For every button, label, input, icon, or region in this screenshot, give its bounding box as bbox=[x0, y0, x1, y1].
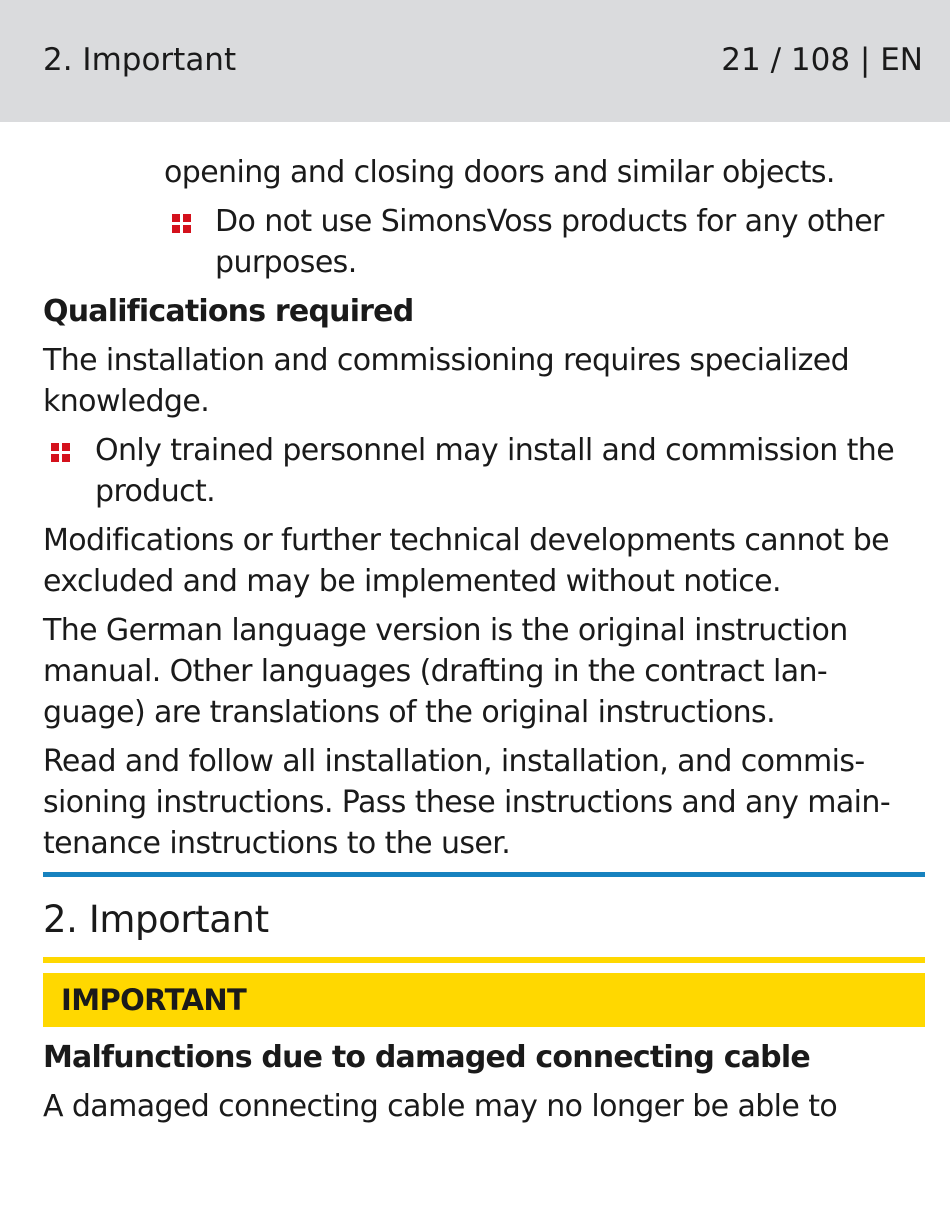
notice-heading: Malfunctions due to damaged connecting cable bbox=[43, 1040, 810, 1075]
bullet-text: Only trained personnel may install and commission the product. bbox=[95, 433, 895, 509]
read-instructions-paragraph: Read and follow all installation, installation, and commis-sioning instructions. Pass these instructions and any main-tenance instructions to the user. bbox=[43, 744, 891, 861]
section-heading: 2. Important bbox=[43, 898, 269, 941]
bullet-text: Do not use SimonsVoss products for any other purposes. bbox=[215, 204, 884, 280]
qualifications-text: The installation and commissioning requires specialized knowledge. bbox=[43, 343, 850, 419]
notice-rule bbox=[43, 957, 925, 963]
header-page-number: 21 / 108 | EN bbox=[721, 42, 923, 78]
bullet-icon bbox=[172, 214, 191, 233]
section-divider bbox=[43, 872, 925, 877]
bullet-item bbox=[43, 201, 925, 283]
qualifications-heading: Qualifications required bbox=[43, 294, 414, 329]
modifications-paragraph: Modifications or further technical developments cannot be excluded and may be implemented without notice. bbox=[43, 523, 890, 599]
bullet-icon bbox=[51, 443, 70, 462]
language-paragraph: The German language version is the original instruction manual. Other languages (drafting in the contract lan-guage) are translations of the original instructions. bbox=[43, 613, 848, 730]
page-header bbox=[0, 0, 950, 122]
notice-text: A damaged connecting cable may no longer be able to bbox=[43, 1089, 838, 1124]
header-section-title: 2. Important bbox=[43, 42, 237, 78]
page-content bbox=[43, 152, 925, 1135]
continued-text: opening and closing doors and similar objects. bbox=[164, 155, 835, 190]
important-notice-label: IMPORTANT bbox=[43, 973, 925, 1027]
bullet-item bbox=[43, 430, 925, 512]
